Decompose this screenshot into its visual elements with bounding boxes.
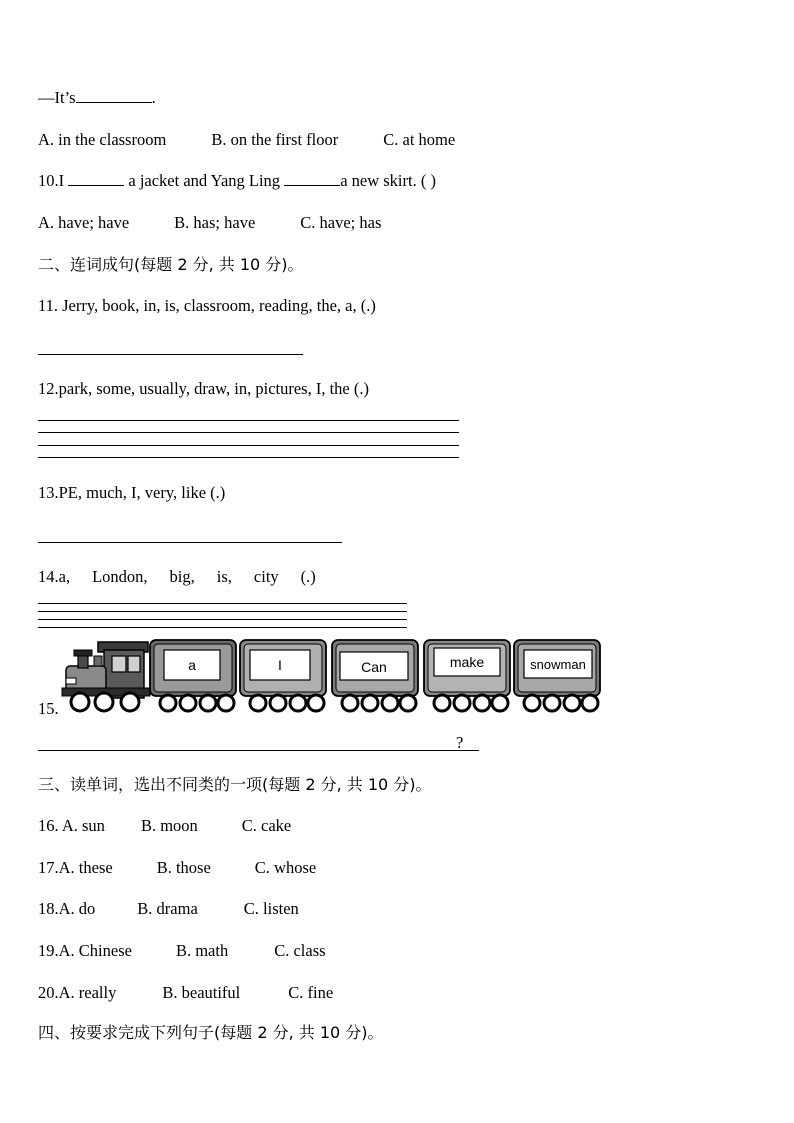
q17-row bbox=[38, 858, 316, 878]
q20-option-a[interactable]: 20.A. really bbox=[38, 983, 117, 1002]
q16-row bbox=[38, 816, 291, 836]
q18-option-b[interactable]: B. drama bbox=[137, 899, 198, 918]
q14-question: 14.a, London, big, is, city (.) bbox=[38, 567, 316, 586]
q12-answer-line-4[interactable] bbox=[38, 457, 459, 458]
q11-answer-line[interactable] bbox=[38, 354, 303, 355]
q10-options bbox=[38, 213, 381, 233]
q10-option-b[interactable]: B. has; have bbox=[174, 213, 256, 232]
section4-title: 四、按要求完成下列句子(每题 2 分, 共 10 分)。 bbox=[38, 1023, 384, 1042]
train-car-label-1: a bbox=[188, 657, 196, 673]
q10-blank-1[interactable] bbox=[68, 171, 124, 186]
q17-option-b[interactable]: B. those bbox=[156, 858, 211, 877]
section3-title: 三、读单词，选出不同类的一项(每题 2 分, 共 10 分)。 bbox=[38, 775, 432, 794]
q9-answer-line: —It’s . bbox=[38, 88, 156, 107]
q10-answer-paren[interactable]: ( ) bbox=[420, 171, 436, 190]
train-car-label-2: I bbox=[278, 657, 282, 673]
train-car-4 bbox=[424, 640, 510, 711]
q9-options bbox=[38, 130, 455, 150]
q16-option-b[interactable]: B. moon bbox=[140, 816, 198, 835]
q20-row bbox=[38, 983, 333, 1003]
train-car-3 bbox=[332, 640, 418, 711]
q14-answer-line-1[interactable] bbox=[38, 603, 407, 604]
train-car-label-5: snowman bbox=[530, 657, 586, 672]
q13-answer-line[interactable] bbox=[38, 542, 342, 543]
q10-blank-2[interactable] bbox=[284, 171, 340, 186]
q19-option-a[interactable]: 19.A. Chinese bbox=[38, 941, 132, 960]
q20-option-c[interactable]: C. fine bbox=[288, 983, 334, 1002]
q16-option-a[interactable]: 16. A. sun bbox=[38, 816, 105, 835]
locomotive-icon bbox=[62, 642, 150, 711]
train-picture bbox=[60, 636, 605, 716]
q13-question: 13.PE, much, I, very, like (.) bbox=[38, 483, 226, 502]
q10-question: 10.I a jacket and Yang Ling a new skirt. ( ) bbox=[38, 171, 436, 190]
q14-answer-line-2[interactable] bbox=[38, 611, 407, 612]
train-car-label-3: Can bbox=[361, 659, 387, 675]
q12-answer-line-2[interactable] bbox=[38, 432, 459, 433]
q12-question: 12.park, some, usually, draw, in, pictures, I, the (.) bbox=[38, 379, 369, 398]
q10-option-a[interactable]: A. have; have bbox=[38, 213, 130, 232]
q20-option-b[interactable]: B. beautiful bbox=[162, 983, 241, 1002]
q11-question: 11. Jerry, book, in, is, classroom, reading, the, a, (.) bbox=[38, 296, 376, 315]
section2-title: 二、连词成句(每题 2 分, 共 10 分)。 bbox=[38, 255, 304, 274]
q18-row bbox=[38, 899, 299, 919]
q18-option-a[interactable]: 18.A. do bbox=[38, 899, 96, 918]
q9-option-a[interactable]: A. in the classroom bbox=[38, 130, 167, 149]
q15-number: 15. bbox=[38, 699, 59, 718]
q15-question-mark: ? bbox=[456, 733, 464, 752]
q15-answer-line[interactable] bbox=[38, 750, 479, 751]
q10-option-c[interactable]: C. have; has bbox=[300, 213, 382, 232]
train-car-5 bbox=[514, 640, 600, 711]
q16-option-c[interactable]: C. cake bbox=[241, 816, 292, 835]
q17-option-c[interactable]: C. whose bbox=[254, 858, 317, 877]
q19-option-c[interactable]: C. class bbox=[274, 941, 326, 960]
q12-answer-line-3[interactable] bbox=[38, 445, 459, 446]
q18-option-c[interactable]: C. listen bbox=[243, 899, 299, 918]
train-car-label-4: make bbox=[449, 654, 485, 670]
q9-option-b[interactable]: B. on the first floor bbox=[211, 130, 339, 149]
q14-answer-line-4[interactable] bbox=[38, 627, 407, 628]
q12-answer-line-1[interactable] bbox=[38, 420, 459, 421]
q19-option-b[interactable]: B. math bbox=[175, 941, 229, 960]
q19-row bbox=[38, 941, 326, 961]
q17-option-a[interactable]: 17.A. these bbox=[38, 858, 113, 877]
q9-blank[interactable] bbox=[76, 88, 152, 103]
train-car-1 bbox=[150, 640, 236, 711]
q14-answer-line-3[interactable] bbox=[38, 619, 407, 620]
q9-option-c[interactable]: C. at home bbox=[383, 130, 456, 149]
train-car-2 bbox=[240, 640, 326, 711]
